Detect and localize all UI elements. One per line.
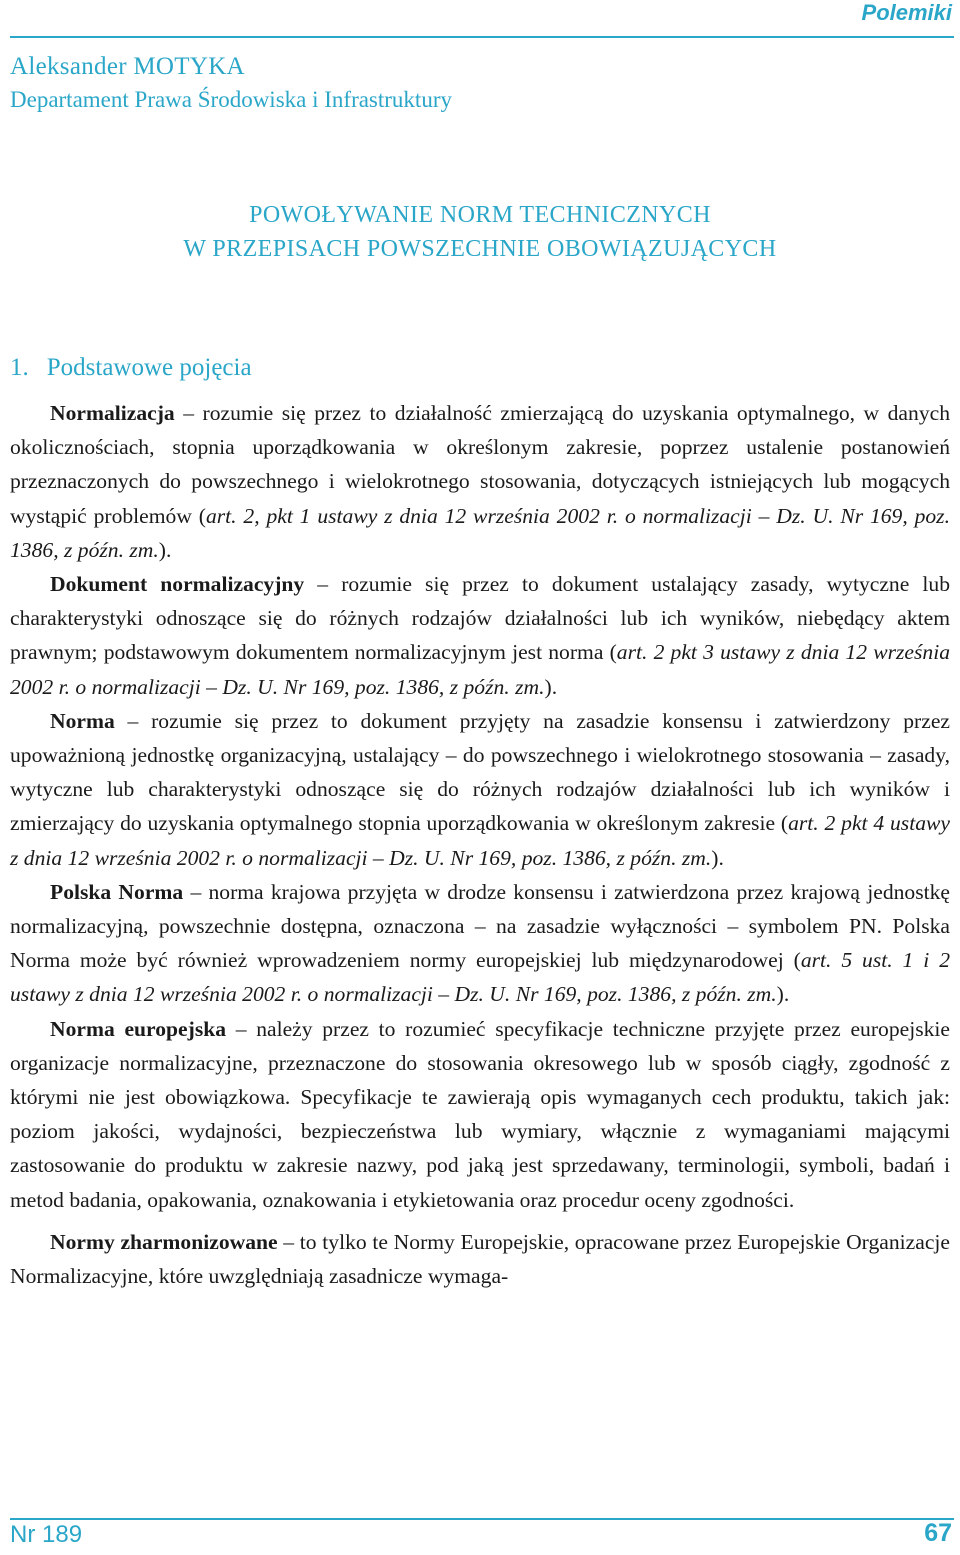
citation-end: ). [711,845,724,870]
citation-end: ). [776,982,790,1007]
body-text [10,396,950,1293]
definition-text: – rozumie się przez to dokument ustalający zasady, wytyczne lub charakterystyki odnoszące się do różnych rodzajów działalności lub ich wyników, niebędący aktem prawnym; podstawowym dokumentem normalizacyjnym jest norma ( [10,572,950,665]
author-name: Aleksander MOTYKA [10,53,245,80]
page-number: 67 [924,1519,952,1547]
citation-end: ). [544,674,558,699]
section-label: Polemiki [861,0,952,25]
paragraph-normy-zharmonizowane [10,1225,950,1293]
paragraph-polska-norma [10,875,950,1012]
article-title-line-1: POWOŁYWANIE NORM TECHNICZNYCH [249,202,711,228]
section-heading [10,351,252,385]
term: Norma europejska [50,1016,227,1041]
term: Polska Norma [50,879,184,904]
definition-text: – to tylko te Normy Europejskie, opracowane przez Europejskie Organizacje Normalizacyjne, które uwzględniają zasadnicze wymaga- [10,1229,950,1289]
citation: art. 2 pkt 4 ustawy z dnia 12 września 2002 r. o normalizacji – Dz. U. Nr 169, poz. 1386, z późn. zm. [10,811,950,870]
citation: art. 2, pkt 1 ustawy z dnia 12 września 2002 r. o normalizacji – Dz. U. Nr 169, poz. 1386, z późn. zm. [10,503,950,562]
definition-text: – norma krajowa przyjęta w drodze konsensu i zatwierdzona przez krajową jednostkę normalizacyjną, powszechnie dostępna, oznaczona – na zasadzie wyłączności – symbolem PN. Polska Norma może być również wprowadzeniem normy europejskiej lub międzynarodowej ( [10,879,950,973]
citation: art. 5 ust. 1 i 2 ustawy z dnia 12 września 2002 r. o normalizacji – Dz. U. Nr 169, poz. 1386, z późn. zm. [10,948,950,1007]
bottom-rule [10,1518,954,1520]
issue-number: Nr 189 [10,1521,83,1548]
author-affiliation: Departament Prawa Środowiska i Infrastruktury [10,87,452,112]
section-title: Podstawowe pojęcia [46,354,252,381]
term: Normalizacja [50,401,175,425]
article-title-line-2: W PRZEPISACH POWSZECHNIE OBOWIĄZUJĄCYCH [183,236,777,262]
definition-text: – rozumie się przez to dokument przyjęty na zasadzie konsensu i zatwierdzony przez upoważnioną jednostkę organizacyjną, ustalający – do powszechnego i wielokrotnego stosowania – zasady, wytyczne lub charakterystyki odnoszące się do różnych rodzajów działalności lub ich wyników i zmierzający do uzyskania optymalnego stopnia uporządkowania w określonym zakresie ( [10,708,950,836]
top-rule [10,36,954,38]
section-number: 1. [10,354,29,381]
citation: art. 2 pkt 3 ustawy z dnia 12 września 2002 r. o normalizacji – Dz. U. Nr 169, poz. 1386, z późn. zm. [10,640,950,699]
article-title [0,198,960,266]
paragraph-norma [10,704,950,875]
definition-text: – rozumie się przez to działalność zmierzającą do uzyskania optymalnego, w danych okolicznościach, stopnia uporządkowania w określonym zakresie, poprzez ustalenie postanowień przeznaczonych do powszechnego i wielokrotnego stosowania, dotyczących istniejących lub mogących wystąpić problemów ( [10,401,950,528]
term: Dokument normalizacyjny [50,572,305,597]
paragraph-dokument-normalizacyjny [10,567,950,704]
term: Normy zharmonizowane [50,1229,278,1254]
term: Norma [50,708,115,733]
definition-text: – należy przez to rozumieć specyfikacje techniczne przyjęte przez europejskie organizacje normalizacyjne, przeznaczone do stosowania okresowego lub w sposób ciągły, zgodność z którymi nie jest obowiązkowa. Specyfikacje te zawierają opis wymaganych cech produktu, takich jak: poziom jakości, wydajności, bezpieczeństwa lub wymiary, włącznie z wymaganiami mającymi zastosowanie do produktu w zakresie nazwy, pod jaką jest sprzedawany, terminologii, symboli, badań i metod badania, opakowania, oznakowania i etykietowania oraz procedur oceny zgodności. [10,1016,950,1212]
paragraph-normalizacja [10,396,950,567]
paragraph-norma-europejska [10,1012,950,1217]
citation-end: ). [158,537,172,562]
